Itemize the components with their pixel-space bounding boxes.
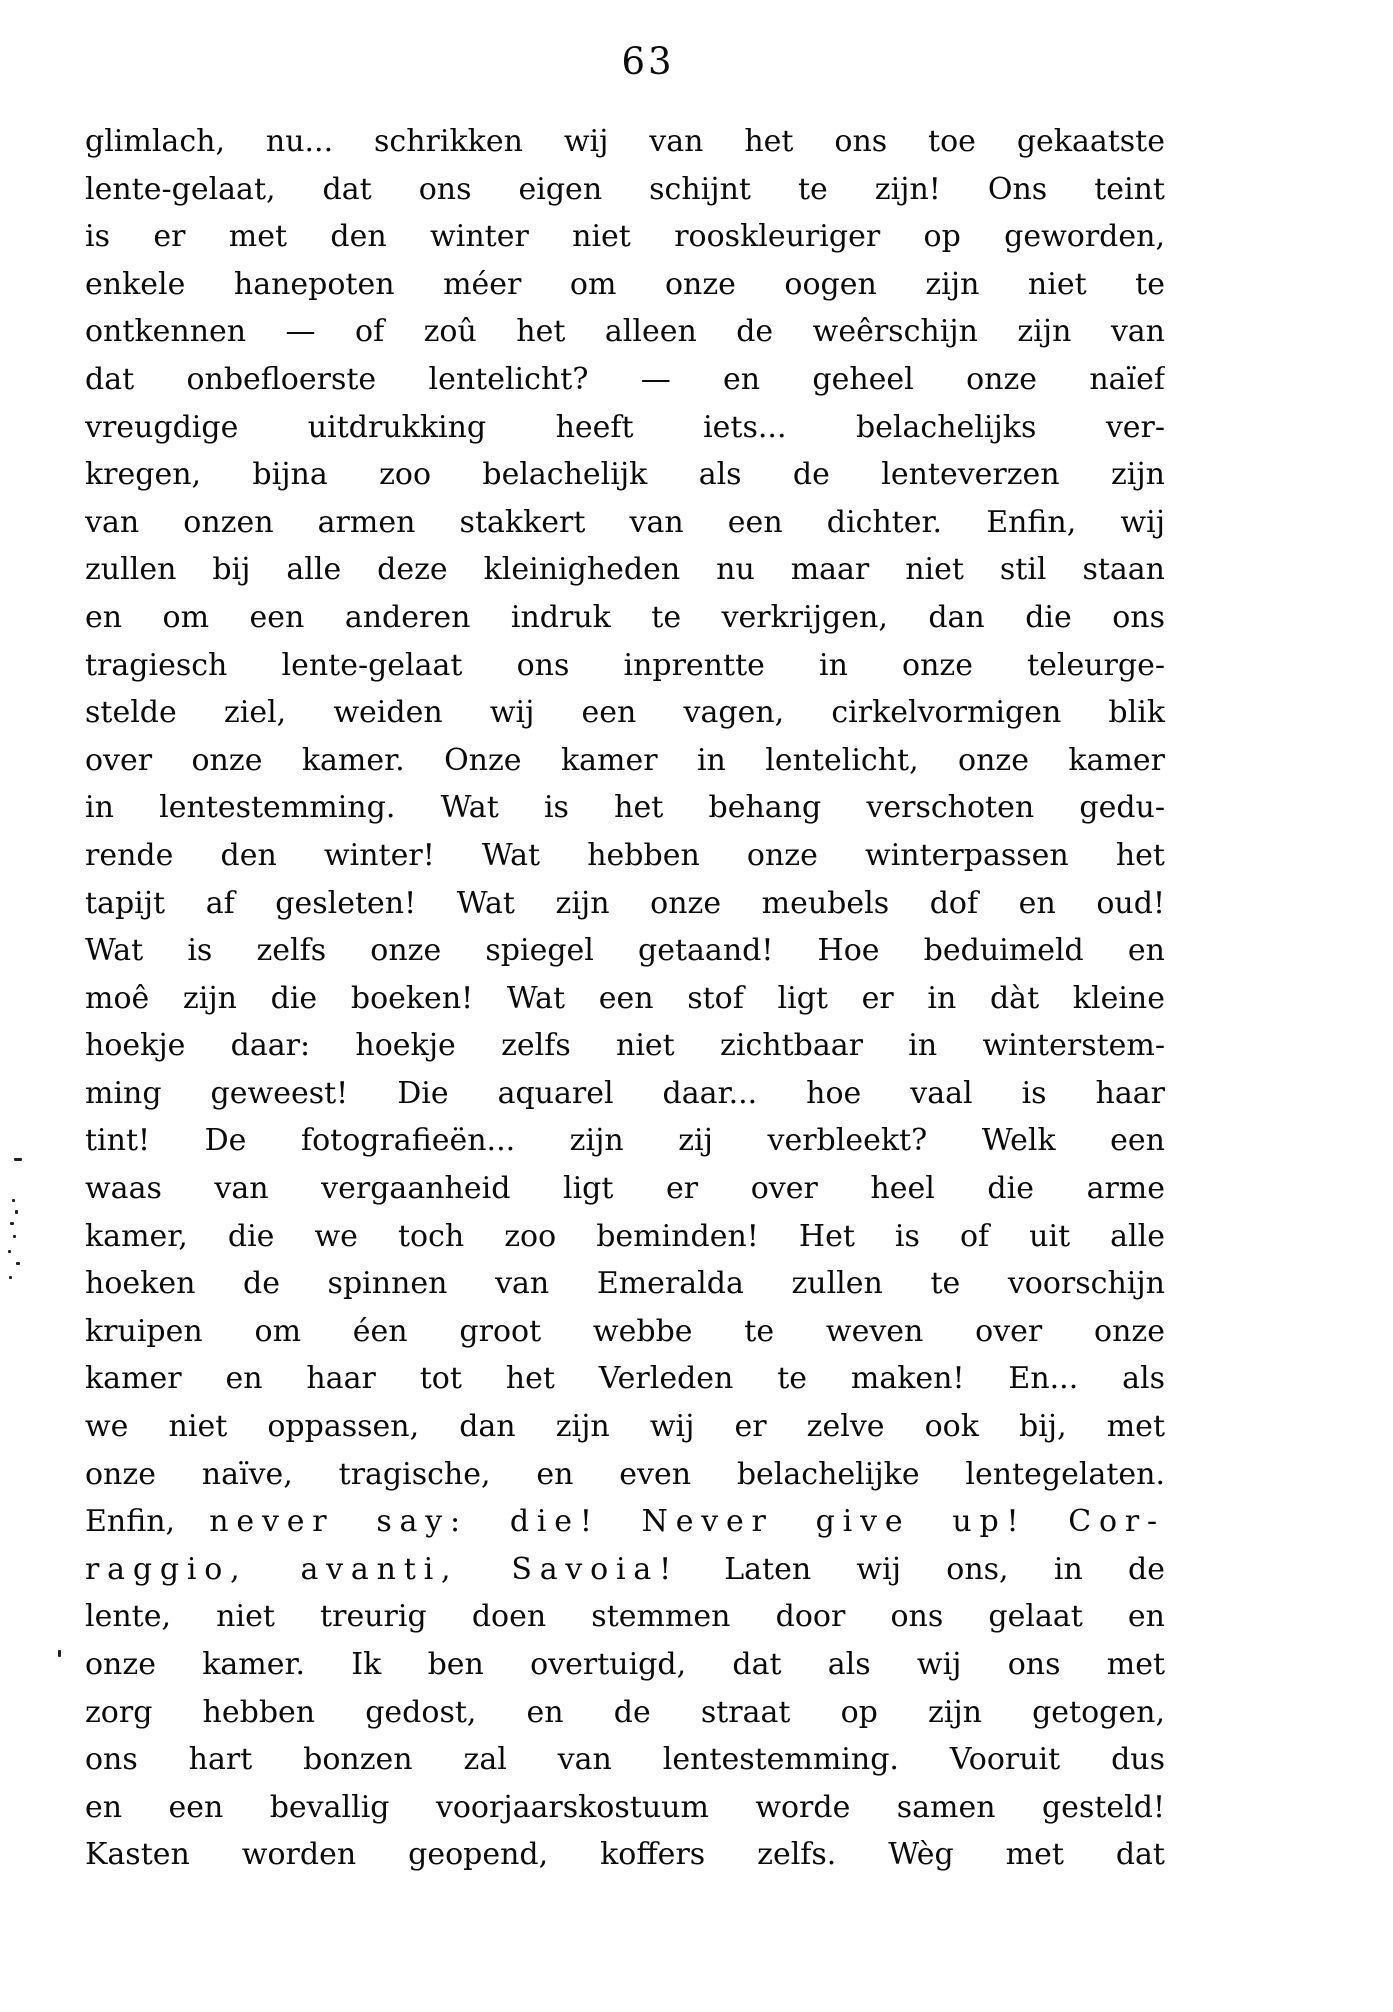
text-line [85, 1641, 1165, 1689]
text-segment: tapijt af gesleten! Wat zijn onze meubels dof en oud! [85, 885, 1165, 921]
text-line [85, 1260, 1165, 1308]
text-line [85, 1784, 1165, 1832]
text-segment: onze kamer. Ik ben overtuigd, dat als wij ons met [85, 1647, 1165, 1682]
text-segment: lente, niet treurig doen stemmen door ons gelaat en [85, 1599, 1165, 1635]
text-line [85, 927, 1165, 975]
scan-speck [14, 1158, 22, 1161]
text-line [85, 594, 1165, 642]
text-segment: waas van vergaanheid ligt er over heel die arme [85, 1171, 1165, 1207]
page-number: 63 [621, 40, 675, 83]
text-line [85, 1498, 1165, 1546]
text-line [85, 1689, 1165, 1737]
text-line [85, 975, 1165, 1023]
text-segment: zorg hebben gedost, en de straat op zijn getogen, [85, 1694, 1165, 1730]
text-lines [85, 118, 1165, 1879]
text-line [85, 118, 1165, 166]
text-segment: dat onbefloerste lentelicht? — en geheel onze naïef [85, 361, 1165, 397]
text-line [85, 880, 1165, 928]
text-segment: glimlach, nu... schrikken wij van het ons toe gekaatste [85, 124, 1165, 159]
text-segment: stelde ziel, weiden wij een vagen, cirkelvormigen blik [85, 695, 1165, 731]
text-line [85, 1355, 1165, 1403]
scan-speck [13, 1235, 16, 1238]
text-line [85, 784, 1165, 832]
text-line [85, 356, 1165, 404]
text-segment: onze naïve, tragische, en even belachelijke lentegelaten. [85, 1456, 1165, 1492]
text-line [85, 1165, 1165, 1213]
text-line [85, 1022, 1165, 1070]
text-line [85, 1593, 1165, 1641]
text-line [85, 737, 1165, 785]
text-segment: kregen, bijna zoo belachelijk als de lenteverzen zijn [85, 457, 1165, 493]
text-segment: zullen bij alle deze kleinigheden nu maar niet stil staan [85, 552, 1165, 588]
text-line [85, 1213, 1165, 1261]
text-segment: Kasten worden geopend, koffers zelfs. Wèg met dat [85, 1837, 1165, 1873]
text-segment: tragiesch lente-gelaat ons inprentte in onze teleurge- [85, 647, 1165, 683]
text-line [85, 1403, 1165, 1451]
text-line [85, 1308, 1165, 1356]
text-segment: Laten wij ons, in de [678, 1551, 1165, 1587]
text-line [85, 261, 1165, 309]
text-segment: en een bevallig voorjaarskostuum worde samen gesteld! [85, 1789, 1165, 1825]
text-line [85, 166, 1165, 214]
text-segment: van onzen armen stakkert van een dichter. Enfin, wij [85, 504, 1165, 540]
text-segment: tint! De fotografieën... zijn zij verbleekt? Welk een [85, 1123, 1165, 1159]
text-segment: vreugdige uitdrukking heeft iets... belachelijks ver- [85, 409, 1165, 445]
scan-speck [8, 1250, 11, 1253]
text-line [85, 1117, 1165, 1165]
text-segment: lente-gelaat, dat ons eigen schijnt te zijn! Ons teint [85, 171, 1165, 207]
text-segment: ming geweest! Die aquarel daar... hoe vaal is haar [85, 1075, 1165, 1111]
text-segment: ons hart bonzen zal van lentestemming. Vooruit dus [85, 1742, 1165, 1778]
text-segment: ontkennen — of zoû het alleen de weêrschijn zijn van [85, 314, 1165, 350]
text-line [85, 689, 1165, 737]
scan-speck [10, 1222, 14, 1225]
scan-speck [9, 1276, 12, 1279]
text-line [85, 1736, 1165, 1784]
text-segment: kamer en haar tot het Verleden te maken! En... als [85, 1361, 1165, 1397]
text-segment: is er met den winter niet rooskleuriger op geworden, [85, 219, 1165, 255]
text-line [85, 546, 1165, 594]
text-line [85, 1451, 1165, 1499]
scan-speck [58, 1650, 61, 1657]
text-line [85, 451, 1165, 499]
text-segment: over onze kamer. Onze kamer in lentelicht, onze kamer [85, 742, 1165, 778]
scan-speck [16, 1262, 20, 1265]
letterspaced-phrase: never say: die! Never give up! Cor- [209, 1504, 1165, 1540]
text-line [85, 499, 1165, 547]
text-segment: moê zijn die boeken! Wat een stof ligt er in dàt kleine [85, 980, 1165, 1016]
text-segment: hoeken de spinnen van Emeralda zullen te voorschijn [85, 1266, 1165, 1302]
text-segment: Wat is zelfs onze spiegel getaand! Hoe beduimeld en [85, 933, 1165, 969]
scan-speck [12, 1199, 15, 1202]
text-line [85, 213, 1165, 261]
text-line [85, 404, 1165, 452]
text-segment: rende den winter! Wat hebben onze winterpassen het [85, 837, 1165, 873]
text-line [85, 1546, 1165, 1594]
letterspaced-phrase: raggio, avanti, Savoia! [85, 1551, 679, 1587]
text-segment: we niet oppassen, dan zijn wij er zelve ook bij, met [85, 1409, 1165, 1445]
text-line [85, 1070, 1165, 1118]
text-segment: hoekje daar: hoekje zelfs niet zichtbaar in winterstem- [85, 1028, 1165, 1064]
text-line [85, 642, 1165, 690]
text-segment: enkele hanepoten méer om onze oogen zijn niet te [85, 266, 1165, 302]
text-line [85, 1831, 1165, 1879]
text-segment: in lentestemming. Wat is het behang verschoten gedu- [85, 790, 1165, 826]
text-segment: en om een anderen indruk te verkrijgen, dan die ons [85, 599, 1165, 635]
scan-speck [15, 1210, 18, 1214]
text-line [85, 308, 1165, 356]
text-line [85, 832, 1165, 880]
text-segment: kruipen om éen groot webbe te weven over onze [85, 1313, 1165, 1349]
text-segment: Enfin, [85, 1504, 210, 1540]
text-segment: kamer, die we toch zoo beminden! Het is of uit alle [85, 1218, 1165, 1254]
